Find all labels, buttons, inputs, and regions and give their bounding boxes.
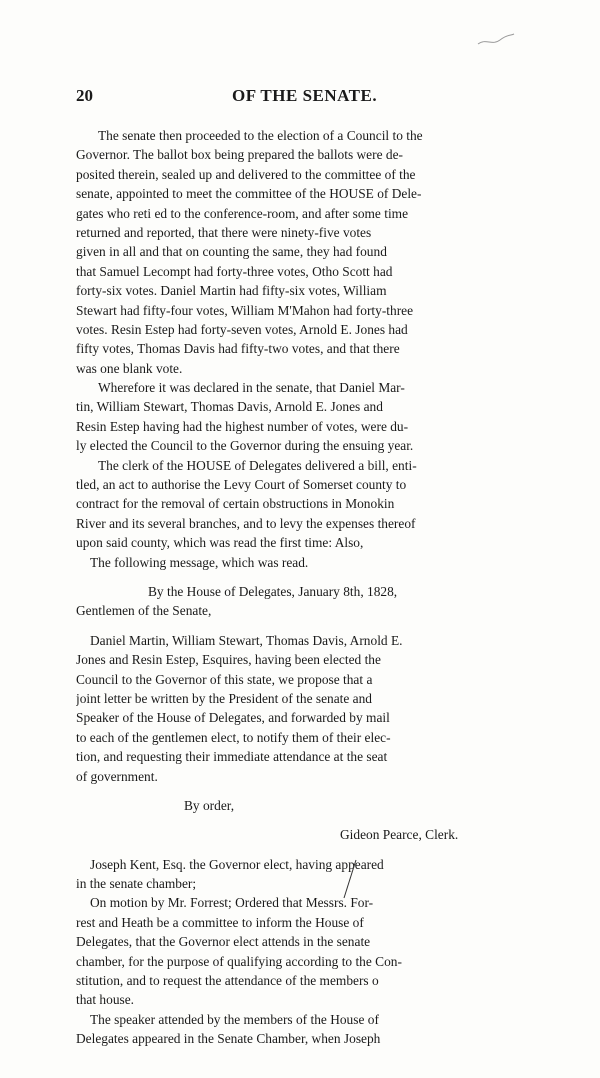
pen-stroke-mark xyxy=(340,858,360,900)
text-line: Joseph Kent, Esq. the Governor elect, having appeared xyxy=(90,856,384,872)
text-line: posited therein, sealed up and delivered to the committee of the xyxy=(76,166,416,182)
text-line: Speaker of the House of Delegates, and forwarded by mail xyxy=(76,710,390,726)
text-line: was one blank vote. xyxy=(76,360,183,376)
text-line: The following message, which was read. xyxy=(90,554,309,570)
paragraph-speaker-attended xyxy=(76,1010,556,1049)
text-line: to each of the gentlemen elect, to notify them of their elec- xyxy=(76,729,391,745)
text-line: stitution, and to request the attendance of the members o xyxy=(76,973,379,989)
text-line: River and its several branches, and to levy the expenses thereof xyxy=(76,515,416,531)
text-line: The senate then proceeded to the election of a Council to the xyxy=(98,128,423,143)
text-line: that house. xyxy=(76,992,135,1008)
text-line: senate, appointed to meet the committee of the HOUSE of Dele- xyxy=(76,186,422,202)
text-line: gates who reti ed to the conference-room, and after some time xyxy=(76,205,409,221)
text-line: upon said county, which was read the first time: Also, xyxy=(76,535,364,551)
running-head: OF THE SENATE. xyxy=(232,86,378,105)
text-line: forty-six votes. Daniel Martin had fifty-six votes, William xyxy=(76,283,387,299)
text-line: Jones and Resin Estep, Esquires, having been elected the xyxy=(76,652,381,668)
message-heading: By the House of Delegates, January 8th, 1828, xyxy=(148,583,398,599)
text-line: Council to the Governor of this state, we propose that a xyxy=(76,671,373,687)
text-line: tled, an act to authorise the Levy Court of Somerset county to xyxy=(76,477,407,493)
text-line: Resin Estep having had the highest number of votes, were du- xyxy=(76,418,409,434)
text-line: Governor. The ballot box being prepared the ballots were de- xyxy=(76,147,403,163)
text-line: Stewart had fifty-four votes, William M'Mahon had forty-three xyxy=(76,302,414,318)
text-line: Wherefore it was declared in the senate, that Daniel Mar- xyxy=(98,380,405,396)
paragraph-message xyxy=(76,631,556,786)
text-line: returned and reported, that there were ninety-five votes xyxy=(76,224,372,240)
text-line: that Samuel Lecompt had forty-three votes, Otho Scott had xyxy=(76,263,393,279)
text-line: ly elected the Council to the Governor during the ensuing year. xyxy=(76,438,414,454)
text-line: Daniel Martin, William Stewart, Thomas Davis, Arnold E. xyxy=(90,632,403,648)
text-line: On motion by Mr. Forrest; Ordered that Messrs. For- xyxy=(90,895,374,911)
text-line: The speaker attended by the members of the House of xyxy=(90,1011,379,1027)
text-line: of government. xyxy=(76,768,158,784)
text-line: Delegates, that the Governor elect attends in the senate xyxy=(76,934,371,950)
text-line: tion, and requesting their immediate attendance at the seat xyxy=(76,749,388,765)
text-line: tin, William Stewart, Thomas Davis, Arnold E. Jones and xyxy=(76,399,383,415)
paragraph-declaration xyxy=(76,378,556,456)
text-line: fifty votes, Thomas Davis had fifty-two votes, and that there xyxy=(76,341,400,357)
paragraph-bill-delivered xyxy=(76,456,556,572)
text-line: votes. Resin Estep had forty-seven votes, Arnold E. Jones had xyxy=(76,321,408,337)
text-line: rest and Heath be a committee to inform the House of xyxy=(76,914,364,930)
page-number: 20 xyxy=(76,86,93,105)
by-order: By order, xyxy=(184,797,235,813)
text-line: joint letter be written by the President of the senate and xyxy=(76,690,372,706)
paragraph-motion xyxy=(76,893,556,1009)
text-line: chamber, for the purpose of qualifying according to the Con- xyxy=(76,953,402,969)
text-line: Delegates appeared in the Senate Chamber, when Joseph xyxy=(76,1031,381,1047)
page-body xyxy=(76,126,556,1049)
page-header xyxy=(76,86,556,110)
salutation: Gentlemen of the Senate, xyxy=(76,603,212,619)
text-line: in the senate chamber; xyxy=(76,876,197,892)
paragraph-council-election xyxy=(76,126,556,378)
paragraph-governor-elect xyxy=(76,855,556,894)
clerk-signature: Gideon Pearce, Clerk. xyxy=(340,827,459,843)
text-line: contract for the removal of certain obstructions in Monokin xyxy=(76,496,395,512)
text-line: The clerk of the HOUSE of Delegates delivered a bill, enti- xyxy=(98,457,417,473)
text-line: given in all and that on counting the same, they had found xyxy=(76,244,387,260)
pencil-mark xyxy=(476,30,516,50)
